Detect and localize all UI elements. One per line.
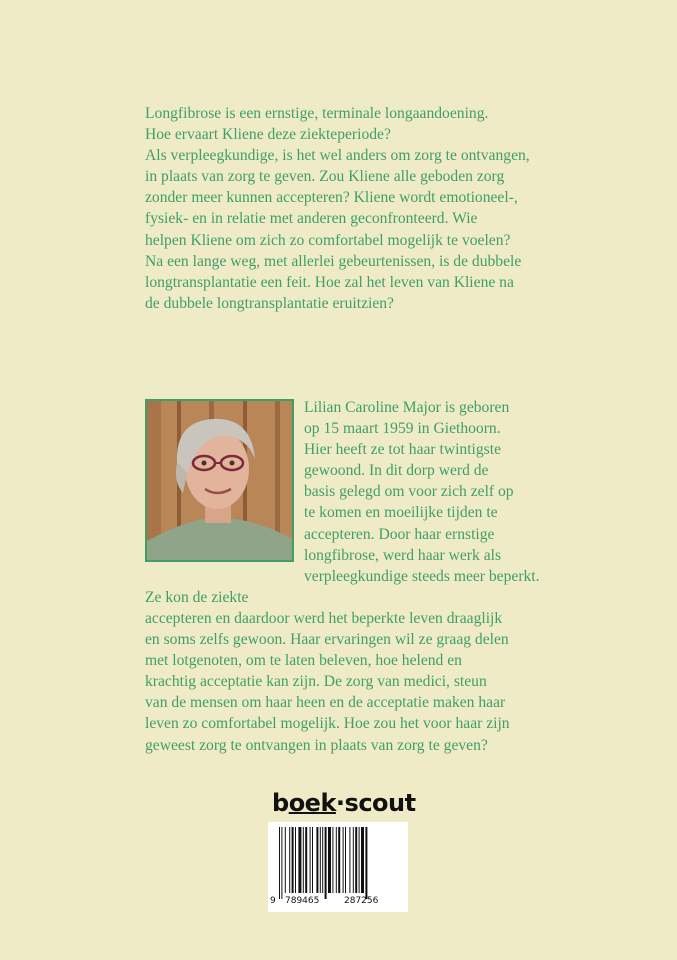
barcode-bar — [355, 827, 357, 893]
publisher-logo-b: b — [272, 789, 289, 817]
isbn-right-group: 287256 — [344, 896, 379, 906]
barcode-bar — [303, 827, 304, 893]
publisher-logo-scout: ·scout — [335, 789, 416, 817]
barcode-bar — [289, 827, 290, 893]
barcode-bar — [345, 827, 346, 893]
bio-line: accepteren. Door haar ernstige — [304, 525, 495, 543]
barcode-bar — [359, 827, 360, 893]
bio-line: Lilian Caroline Major is geboren — [304, 399, 510, 416]
blurb-line: zonder meer kunnen accepteren? Kliene wordt emotioneel-, — [145, 189, 518, 207]
author-bio — [145, 397, 555, 756]
bio-line: krachtig acceptatie kan zijn. De zorg van medici, steun — [145, 673, 487, 691]
bio-line: van de mensen om haar heen en de acceptatie maken haar — [145, 694, 506, 712]
author-photo — [145, 399, 294, 562]
bio-line: met lotgenoten, om te laten beleven, hoe helend en — [145, 652, 462, 670]
barcode-bar — [316, 827, 318, 893]
bio-line: te komen en moeilijke tijden te — [304, 504, 498, 522]
blurb-line: Na een lange weg, met allerlei gebeurtenissen, is de dubbele — [145, 252, 522, 270]
bio-line: basis gelegd om voor zich zelf op — [304, 483, 514, 501]
barcode-bar — [281, 827, 282, 899]
bio-line: verpleegkundige steeds meer beperkt. Ze kon de ziekte — [145, 567, 540, 606]
barcode-bar — [353, 827, 354, 893]
bio-line: longfibrose, werd haar werk als — [304, 546, 502, 564]
barcode-bar — [328, 827, 331, 893]
bio-line: gewoond. In dit dorp werd de — [304, 462, 489, 480]
blurb-line: Hoe ervaart Kliene deze ziekteperiode? — [145, 126, 391, 144]
barcode-bar — [332, 827, 333, 893]
blurb-line: de dubbele longtransplantatie eruitzien? — [145, 294, 394, 312]
blurb-line: Als verpleegkundige, is het wel anders om zorg te ontvangen, — [145, 147, 530, 165]
barcode-bar — [322, 827, 323, 893]
bio-line: Hier heeft ze tot haar twintigste — [304, 441, 502, 459]
barcode-bars — [279, 827, 397, 899]
bio-line: leven zo comfortabel mogelijk. Hoe zou het voor haar zijn — [145, 715, 510, 733]
publisher-logo-oek: oek — [288, 789, 336, 817]
barcode-bar — [338, 827, 340, 893]
barcode-bar — [336, 827, 337, 893]
isbn-left-group: 789465 — [285, 896, 320, 906]
barcode-bar — [325, 827, 327, 899]
barcode-bar — [361, 827, 364, 893]
isbn-first-digit: 9 — [270, 896, 276, 906]
bio-line: en soms zelfs gewoon. Haar ervaringen wil ze graag delen — [145, 631, 509, 649]
barcode-bar — [310, 827, 311, 893]
barcode-bar — [305, 827, 307, 893]
barcode-bar — [349, 827, 350, 893]
bio-line: geweest zorg te ontvangen in plaats van zorg te geven? — [145, 736, 488, 754]
barcode-bar — [320, 827, 321, 893]
publisher-logo — [272, 789, 416, 817]
blurb-line: Longfibrose is een ernstige, terminale longaandoening. — [145, 105, 489, 122]
barcode-bar — [343, 827, 344, 893]
barcode-bar — [312, 827, 313, 893]
isbn-number — [268, 896, 408, 910]
barcode-bar — [295, 827, 296, 893]
blurb-line: longtransplantatie een feit. Hoe zal het leven van Kliene na — [145, 273, 514, 291]
barcode-bar — [365, 827, 367, 899]
barcode-bar — [292, 827, 294, 893]
barcode-bar — [279, 827, 280, 899]
bio-line: accepteren en daardoor werd het beperkte leven draaglijk — [145, 609, 503, 627]
barcode-bar — [298, 827, 301, 893]
bio-line: op 15 maart 1959 in Giethoorn. — [304, 420, 501, 438]
back-cover-blurb — [145, 103, 555, 314]
blurb-line: fysiek- en in relatie met anderen geconfronteerd. Wie — [145, 210, 478, 228]
barcode-bar — [285, 827, 286, 893]
isbn-barcode — [268, 822, 408, 912]
blurb-line: helpen Kliene om zich zo comfortabel mogelijk te voelen? — [145, 231, 511, 249]
blurb-line: in plaats van zorg te geven. Zou Kliene alle geboden zorg — [145, 168, 505, 186]
